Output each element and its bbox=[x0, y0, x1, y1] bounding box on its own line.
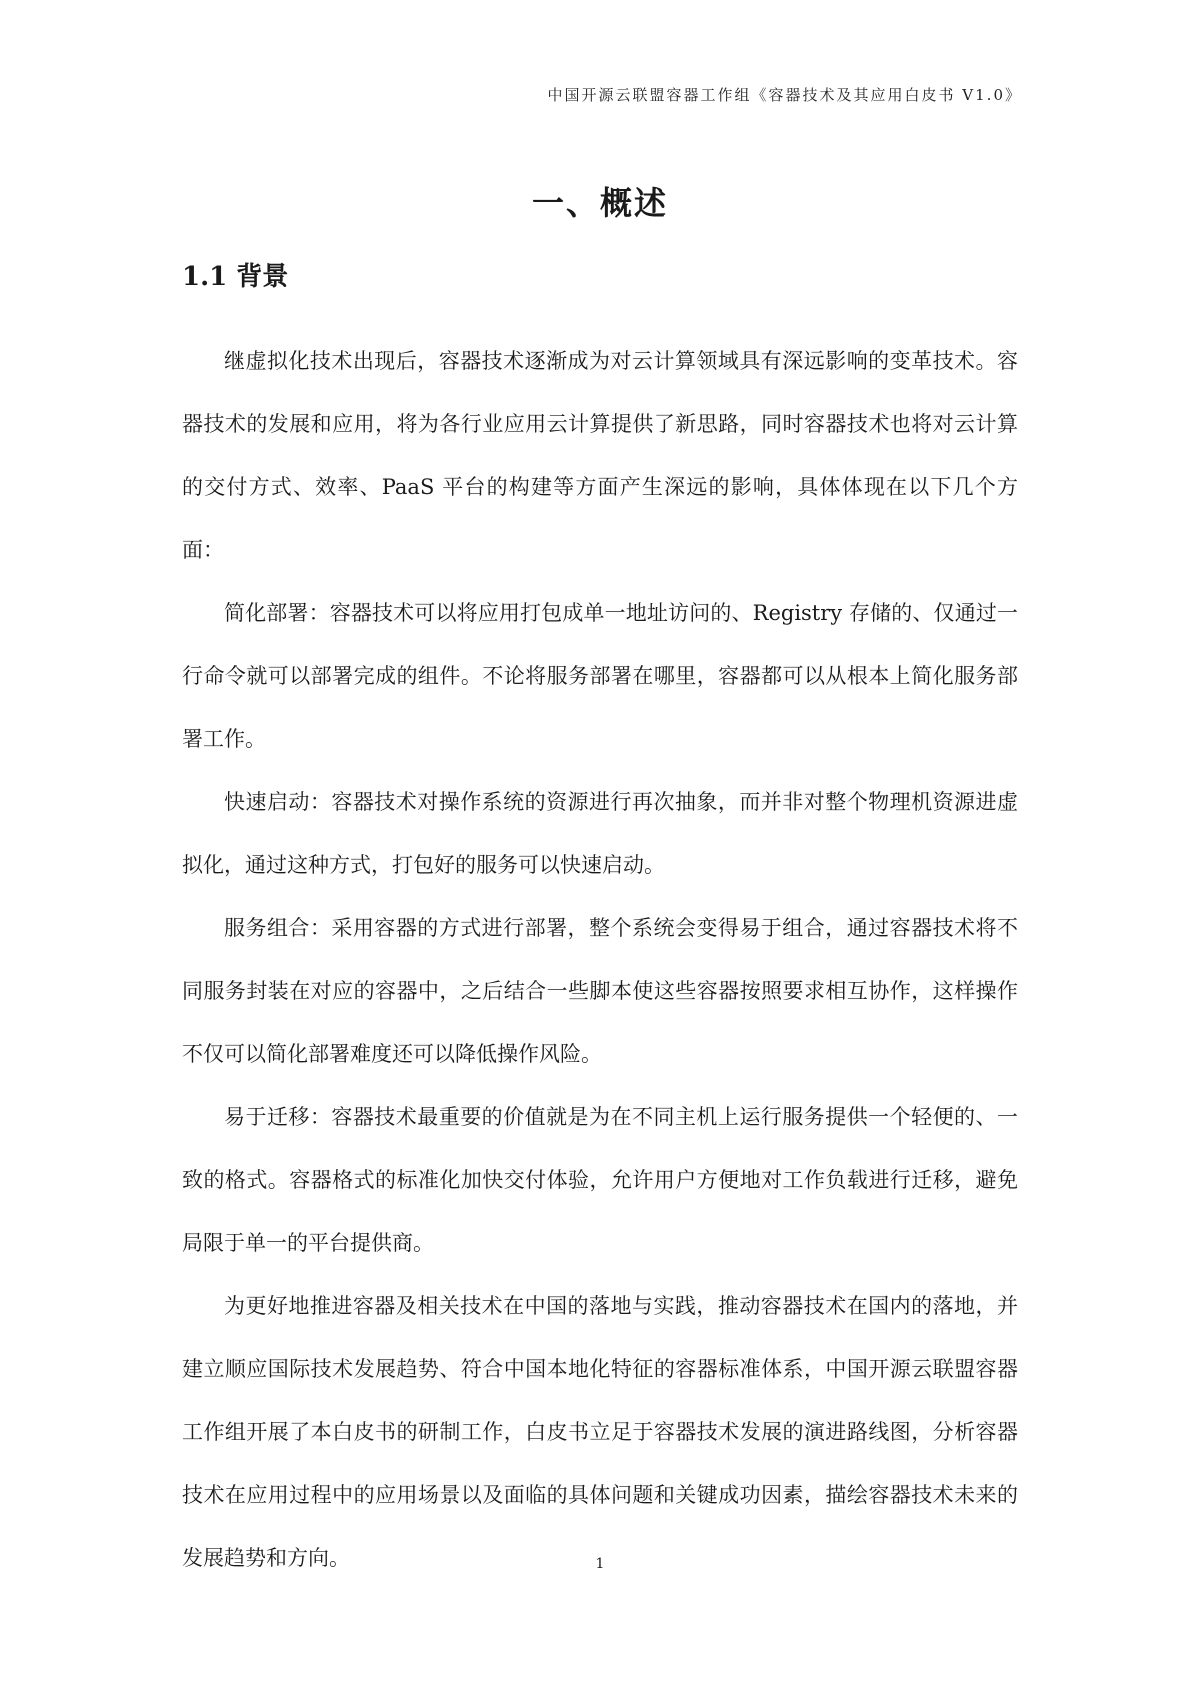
paragraph-service-composition: 服务组合：采用容器的方式进行部署，整个系统会变得易于组合，通过容器技术将不同服务封装在对应的容器中，之后结合一些脚本使这些容器按照要求相互协作，这样操作不仅可以简化部署难度还可以降低操作风险。 bbox=[182, 916, 1018, 1066]
section-title: 1.1 背景 bbox=[182, 262, 289, 292]
running-header: 中国开源云联盟容器工作组《容器技术及其应用白皮书 V1.0》 bbox=[547, 86, 1022, 104]
paragraph-easy-migration: 易于迁移：容器技术最重要的价值就是为在不同主机上运行服务提供一个轻便的、一致的格式。容器格式的标准化加快交付体验，允许用户方便地对工作负载进行迁移，避免局限于单一的平台提供商。 bbox=[182, 1105, 1018, 1255]
paragraph-whitepaper-purpose: 为更好地推进容器及相关技术在中国的落地与实践，推动容器技术在国内的落地，并建立顺应国际技术发展趋势、符合中国本地化特征的容器标准体系，中国开源云联盟容器工作组开展了本白皮书的研制工作，白皮书立足于容器技术发展的演进路线图，分析容器技术在应用过程中的应用场景以及面临的具体问题和关键成功因素，描绘容器技术未来的发展趋势和方向。 bbox=[182, 1294, 1018, 1570]
page-number: 1 bbox=[595, 1556, 605, 1572]
body-text bbox=[182, 330, 1018, 1590]
paragraph-intro: 继虚拟化技术出现后，容器技术逐渐成为对云计算领域具有深远影响的变革技术。容器技术的发展和应用，将为各行业应用云计算提供了新思路，同时容器技术也将对云计算的交付方式、效率、PaaS 平台的构建等方面产生深远的影响，具体体现在以下几个方面： bbox=[182, 349, 1018, 562]
paragraph-fast-startup: 快速启动：容器技术对操作系统的资源进行再次抽象，而并非对整个物理机资源进虚拟化，通过这种方式，打包好的服务可以快速启动。 bbox=[182, 790, 1018, 877]
chapter-title: 一、概述 bbox=[531, 184, 668, 222]
paragraph-simplified-deployment: 简化部署：容器技术可以将应用打包成单一地址访问的、Registry 存储的、仅通过一行命令就可以部署完成的组件。不论将服务部署在哪里，容器都可以从根本上简化服务部署工作。 bbox=[182, 601, 1018, 751]
